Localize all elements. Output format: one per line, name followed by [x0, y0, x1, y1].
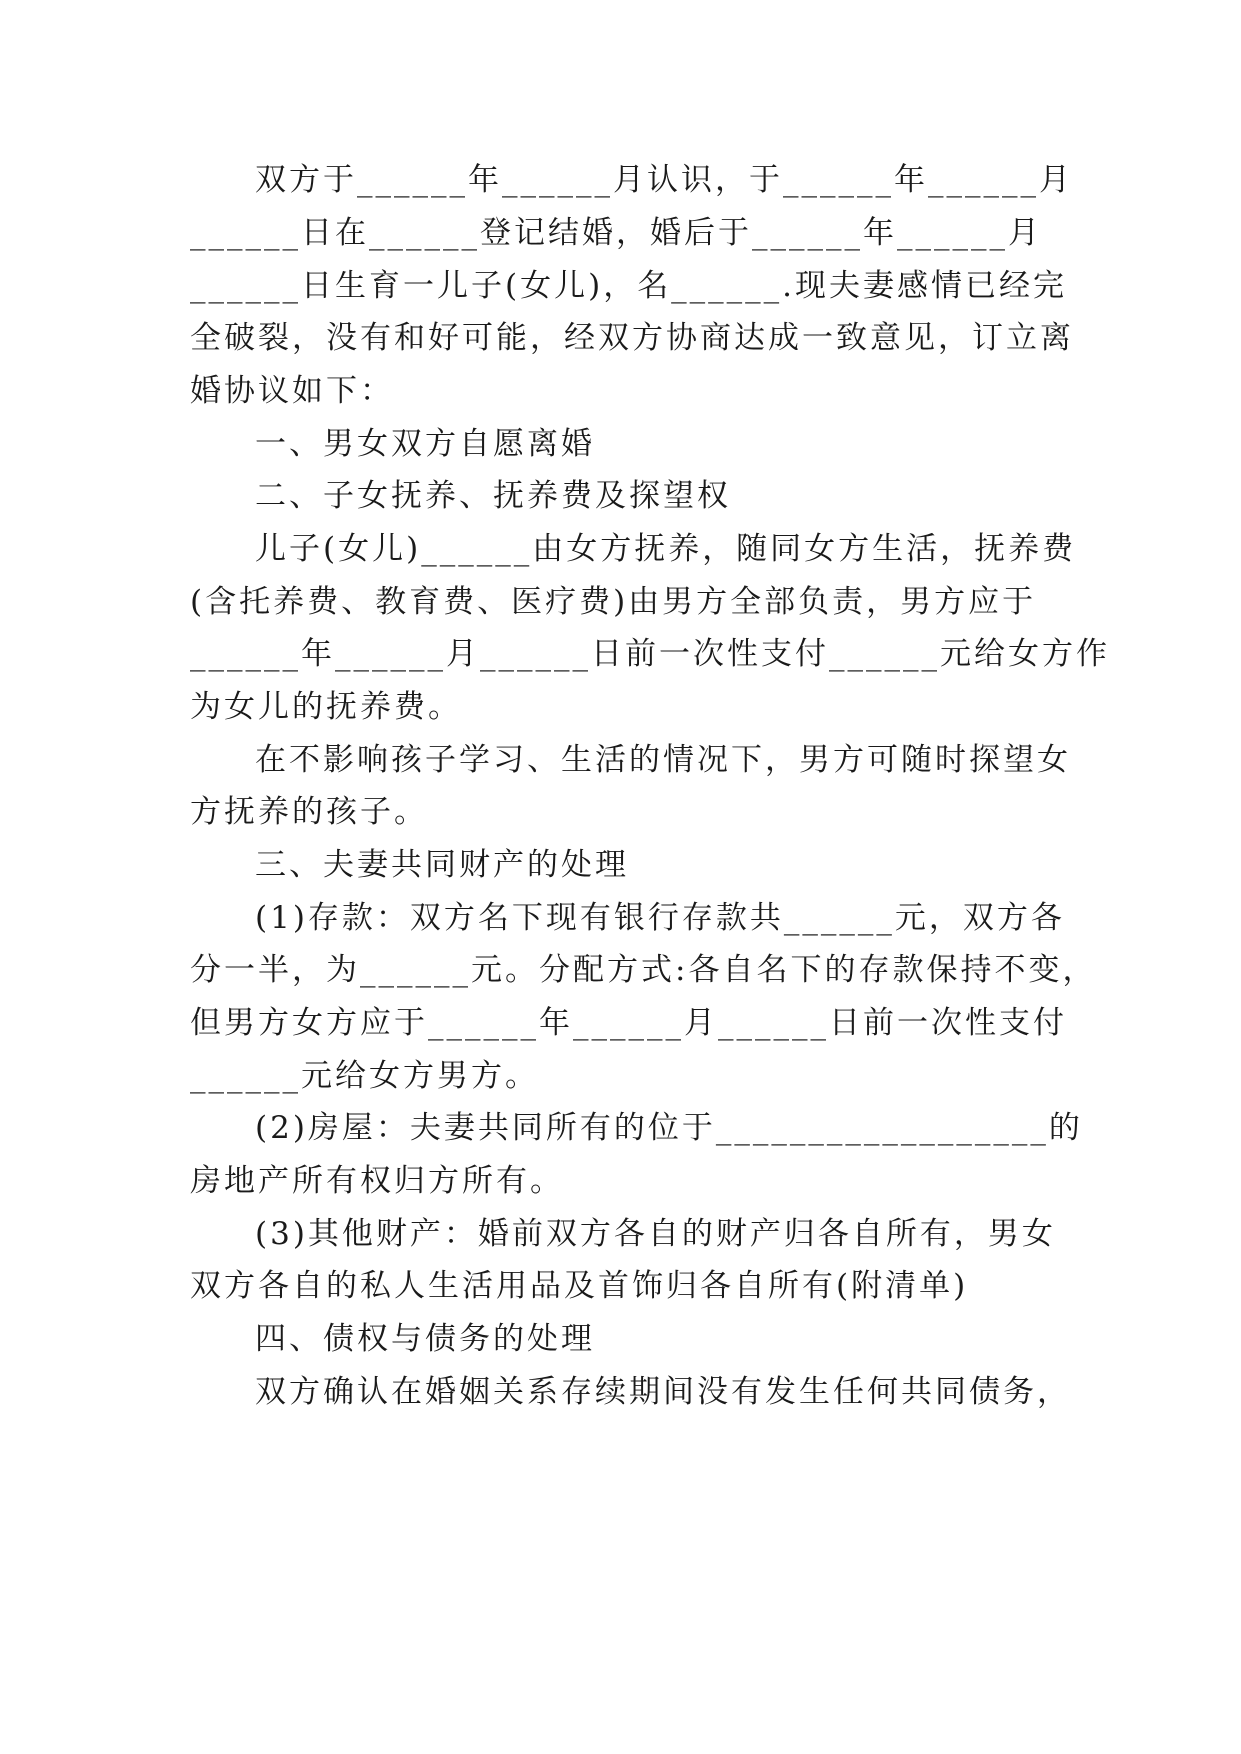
text-line: (1)存款：双方名下现有银行存款共______元，双方各 [255, 900, 1065, 936]
text-line: 分一半，为______元。分配方式:各自名下的存款保持不变， [190, 952, 1097, 988]
text-line: ______日在______登记结婚，婚后于______年______月 [190, 215, 1042, 251]
text-line: ______日生育一儿子(女儿)，名______.现夫妻感情已经完 [190, 268, 1068, 304]
text-line: 婚协议如下： [190, 373, 394, 409]
section-heading: 二、子女抚养、抚养费及探望权 [255, 478, 731, 514]
text-line: (3)其他财产：婚前双方各自的财产归各自所有，男女 [255, 1216, 1056, 1252]
text-line: 全破裂，没有和好可能，经双方协商达成一致意见，订立离 [190, 320, 1074, 356]
text-line: 为女儿的抚养费。 [190, 689, 462, 725]
text-line: 双方各自的私人生活用品及首饰归各自所有(附清单) [190, 1268, 969, 1304]
text-line: 但男方女方应于______年______月______日前一次性支付 [190, 1005, 1067, 1041]
text-line: 双方确认在婚姻关系存续期间没有发生任何共同债务， [255, 1374, 1071, 1410]
text-line: 儿子(女儿)______由女方抚养，随同女方生活，抚养费 [255, 531, 1077, 567]
section-heading: 四、债权与债务的处理 [255, 1321, 595, 1357]
text-line: 房地产所有权归方所有。 [190, 1163, 564, 1199]
text-line: 双方于______年______月认识，于______年______月 [255, 162, 1073, 198]
text-line: ______元给女方男方。 [190, 1058, 539, 1094]
text-line: (含托养费、教育费、医疗费)由男方全部负责，男方应于 [190, 584, 1037, 620]
text-line: ______年______月______日前一次性支付______元给女方作 [190, 636, 1110, 672]
text-line: 在不影响孩子学习、生活的情况下，男方可随时探望女 [255, 742, 1071, 778]
section-heading: 三、夫妻共同财产的处理 [255, 847, 629, 883]
section-heading: 一、男女双方自愿离婚 [255, 426, 595, 462]
text-line: (2)房屋：夫妻共同所有的位于__________________的 [255, 1110, 1083, 1146]
text-line: 方抚养的孩子。 [190, 794, 428, 830]
